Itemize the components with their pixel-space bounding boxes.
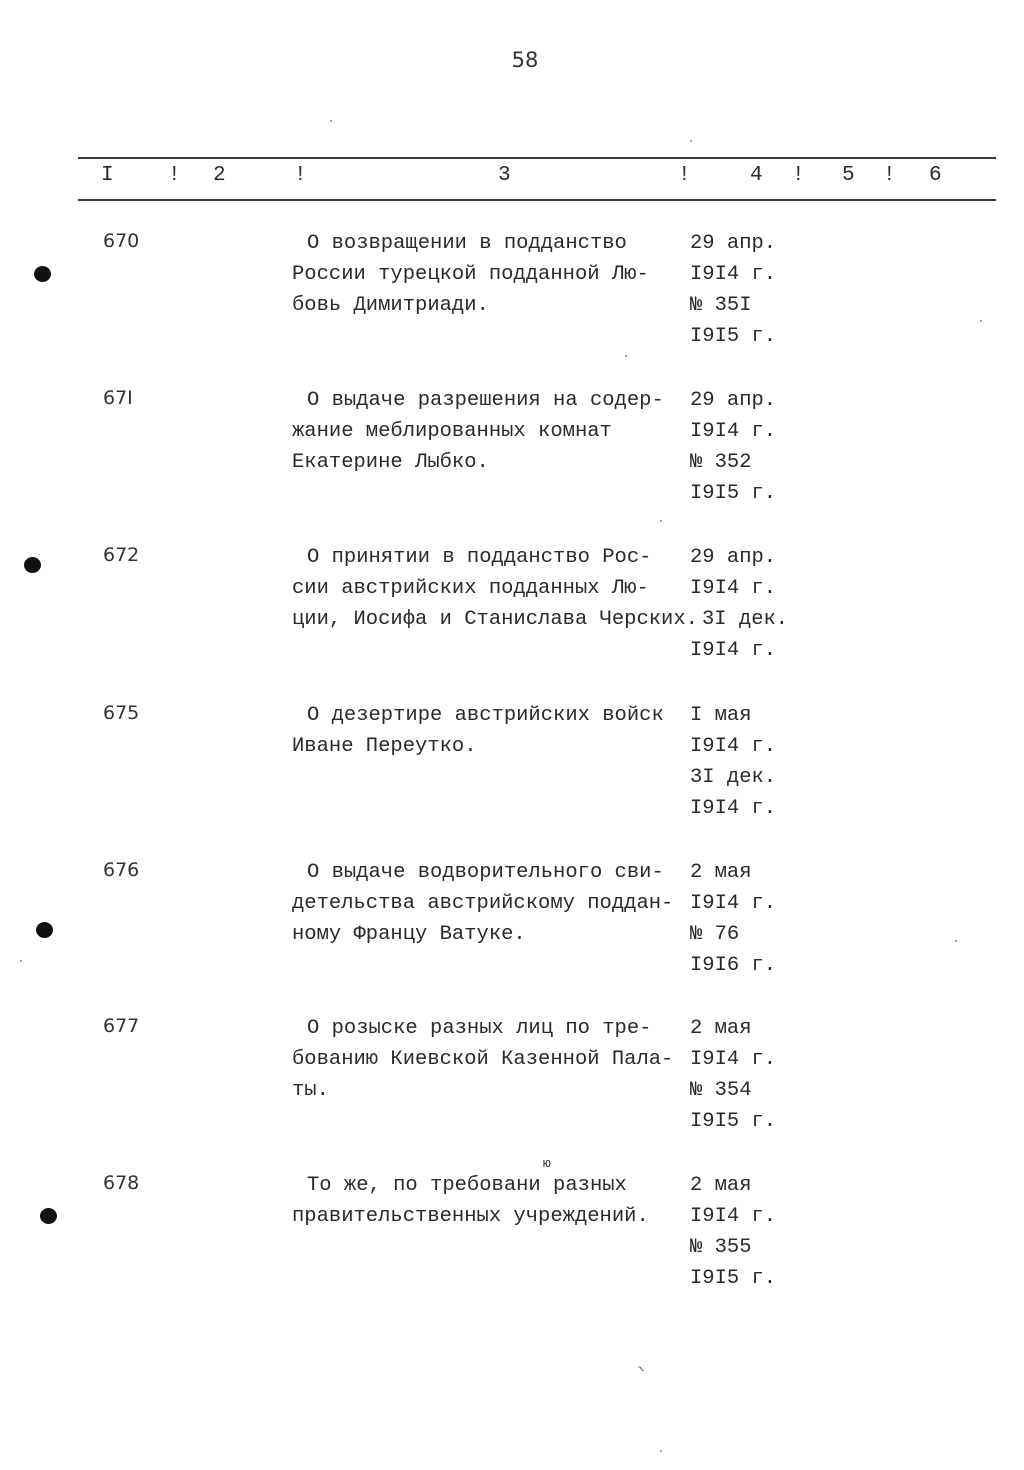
- column-separator: !: [294, 164, 307, 187]
- table-header: [0, 164, 1024, 194]
- scan-speck: [330, 120, 332, 122]
- date-line: I9I4 г.: [690, 797, 777, 820]
- date-line: I9I4 г.: [690, 1205, 777, 1228]
- binder-hole-icon: [36, 922, 53, 938]
- date-line: № 35I: [690, 294, 752, 317]
- scan-speck: [625, 355, 627, 357]
- date-line: I9I4 г.: [690, 263, 777, 286]
- description-line: жание меблированных комнат: [292, 420, 612, 443]
- date-line: № 76: [690, 923, 740, 946]
- date-line: I9I4 г.: [690, 1048, 777, 1071]
- description-line: сии австрийских подданных Лю-: [292, 577, 649, 600]
- description-line: ты.: [292, 1079, 329, 1102]
- date-line: I мая: [690, 704, 752, 727]
- description-line: Иване Переутко.: [292, 735, 477, 758]
- date-line: 2 мая: [690, 861, 752, 884]
- page-number: 58: [511, 48, 539, 72]
- date-line: № 354: [690, 1079, 752, 1102]
- date-line: I9I6 г.: [690, 954, 777, 977]
- description-line: О возвращении в подданство: [307, 232, 627, 255]
- binder-hole-icon: [24, 557, 41, 573]
- description-line: бовь Димитриади.: [292, 294, 489, 317]
- description-line: То же, по требовани разных: [307, 1174, 627, 1197]
- date-line: 3I дек.: [702, 608, 789, 631]
- description-line: О выдаче разрешения на содер-: [307, 389, 664, 412]
- description-line: Екатерине Лыбко.: [292, 451, 489, 474]
- scan-speck: [955, 940, 957, 942]
- date-line: 2 мая: [690, 1174, 752, 1197]
- pen-mark: ~: [631, 1361, 649, 1379]
- description-line: детельства австрийскому поддан-: [292, 892, 674, 915]
- column-header-5: 5: [842, 164, 855, 187]
- date-line: I9I5 г.: [690, 325, 777, 348]
- column-separator: !: [792, 164, 805, 187]
- date-line: 29 апр.: [690, 232, 777, 255]
- description-line: ному Францу Ватуке.: [292, 923, 526, 946]
- date-line: 29 апр.: [690, 389, 777, 412]
- entry-number: 675: [103, 702, 140, 724]
- entry-number: 670: [103, 230, 140, 252]
- scan-speck: [20, 960, 22, 962]
- binder-hole-icon: [40, 1208, 57, 1224]
- description-line: ции, Иосифа и Станислава Черских.: [292, 608, 698, 631]
- date-line: I9I4 г.: [690, 420, 777, 443]
- date-line: I9I5 г.: [690, 1110, 777, 1133]
- handwritten-correction: ю: [543, 1156, 551, 1171]
- scan-speck: [980, 320, 982, 322]
- description-line: О дезертире австрийских войск: [307, 704, 664, 727]
- date-line: I9I5 г.: [690, 1267, 777, 1290]
- date-line: I9I4 г.: [690, 892, 777, 915]
- date-line: I9I4 г.: [690, 735, 777, 758]
- entry-number: 677: [103, 1015, 140, 1037]
- entry-number: 676: [103, 859, 140, 881]
- scan-speck: [660, 520, 662, 522]
- date-line: I9I5 г.: [690, 482, 777, 505]
- date-line: № 355: [690, 1236, 752, 1259]
- date-line: 29 апр.: [690, 546, 777, 569]
- date-line: I9I4 г.: [690, 577, 777, 600]
- entry-number: 672: [103, 544, 140, 566]
- column-header-1: I: [101, 164, 114, 187]
- scan-speck: [660, 1450, 662, 1452]
- description-line: правительственных учреждений.: [292, 1205, 649, 1228]
- description-line: О выдаче водворительного сви-: [307, 861, 664, 884]
- date-line: 3I дек.: [690, 766, 777, 789]
- header-rule-bottom: [78, 199, 996, 201]
- description-line: О розыске разных лиц по тре-: [307, 1017, 652, 1040]
- description-line: О принятии в подданство Рос-: [307, 546, 652, 569]
- description-line: России турецкой подданной Лю-: [292, 263, 649, 286]
- header-rule-top: [78, 157, 996, 159]
- description-line: бованию Киевской Казенной Пала-: [292, 1048, 674, 1071]
- column-separator: !: [678, 164, 691, 187]
- column-separator: !: [883, 164, 896, 187]
- entry-number: 678: [103, 1172, 140, 1194]
- scan-speck: [690, 140, 692, 142]
- entry-number: 67I: [103, 387, 133, 409]
- column-header-4: 4: [750, 164, 763, 187]
- binder-hole-icon: [34, 266, 51, 282]
- date-line: № 352: [690, 451, 752, 474]
- column-header-2: 2: [213, 164, 226, 187]
- column-header-3: 3: [498, 164, 511, 187]
- date-line: 2 мая: [690, 1017, 752, 1040]
- date-line: I9I4 г.: [690, 639, 777, 662]
- column-separator: !: [168, 164, 181, 187]
- column-header-6: 6: [929, 164, 942, 187]
